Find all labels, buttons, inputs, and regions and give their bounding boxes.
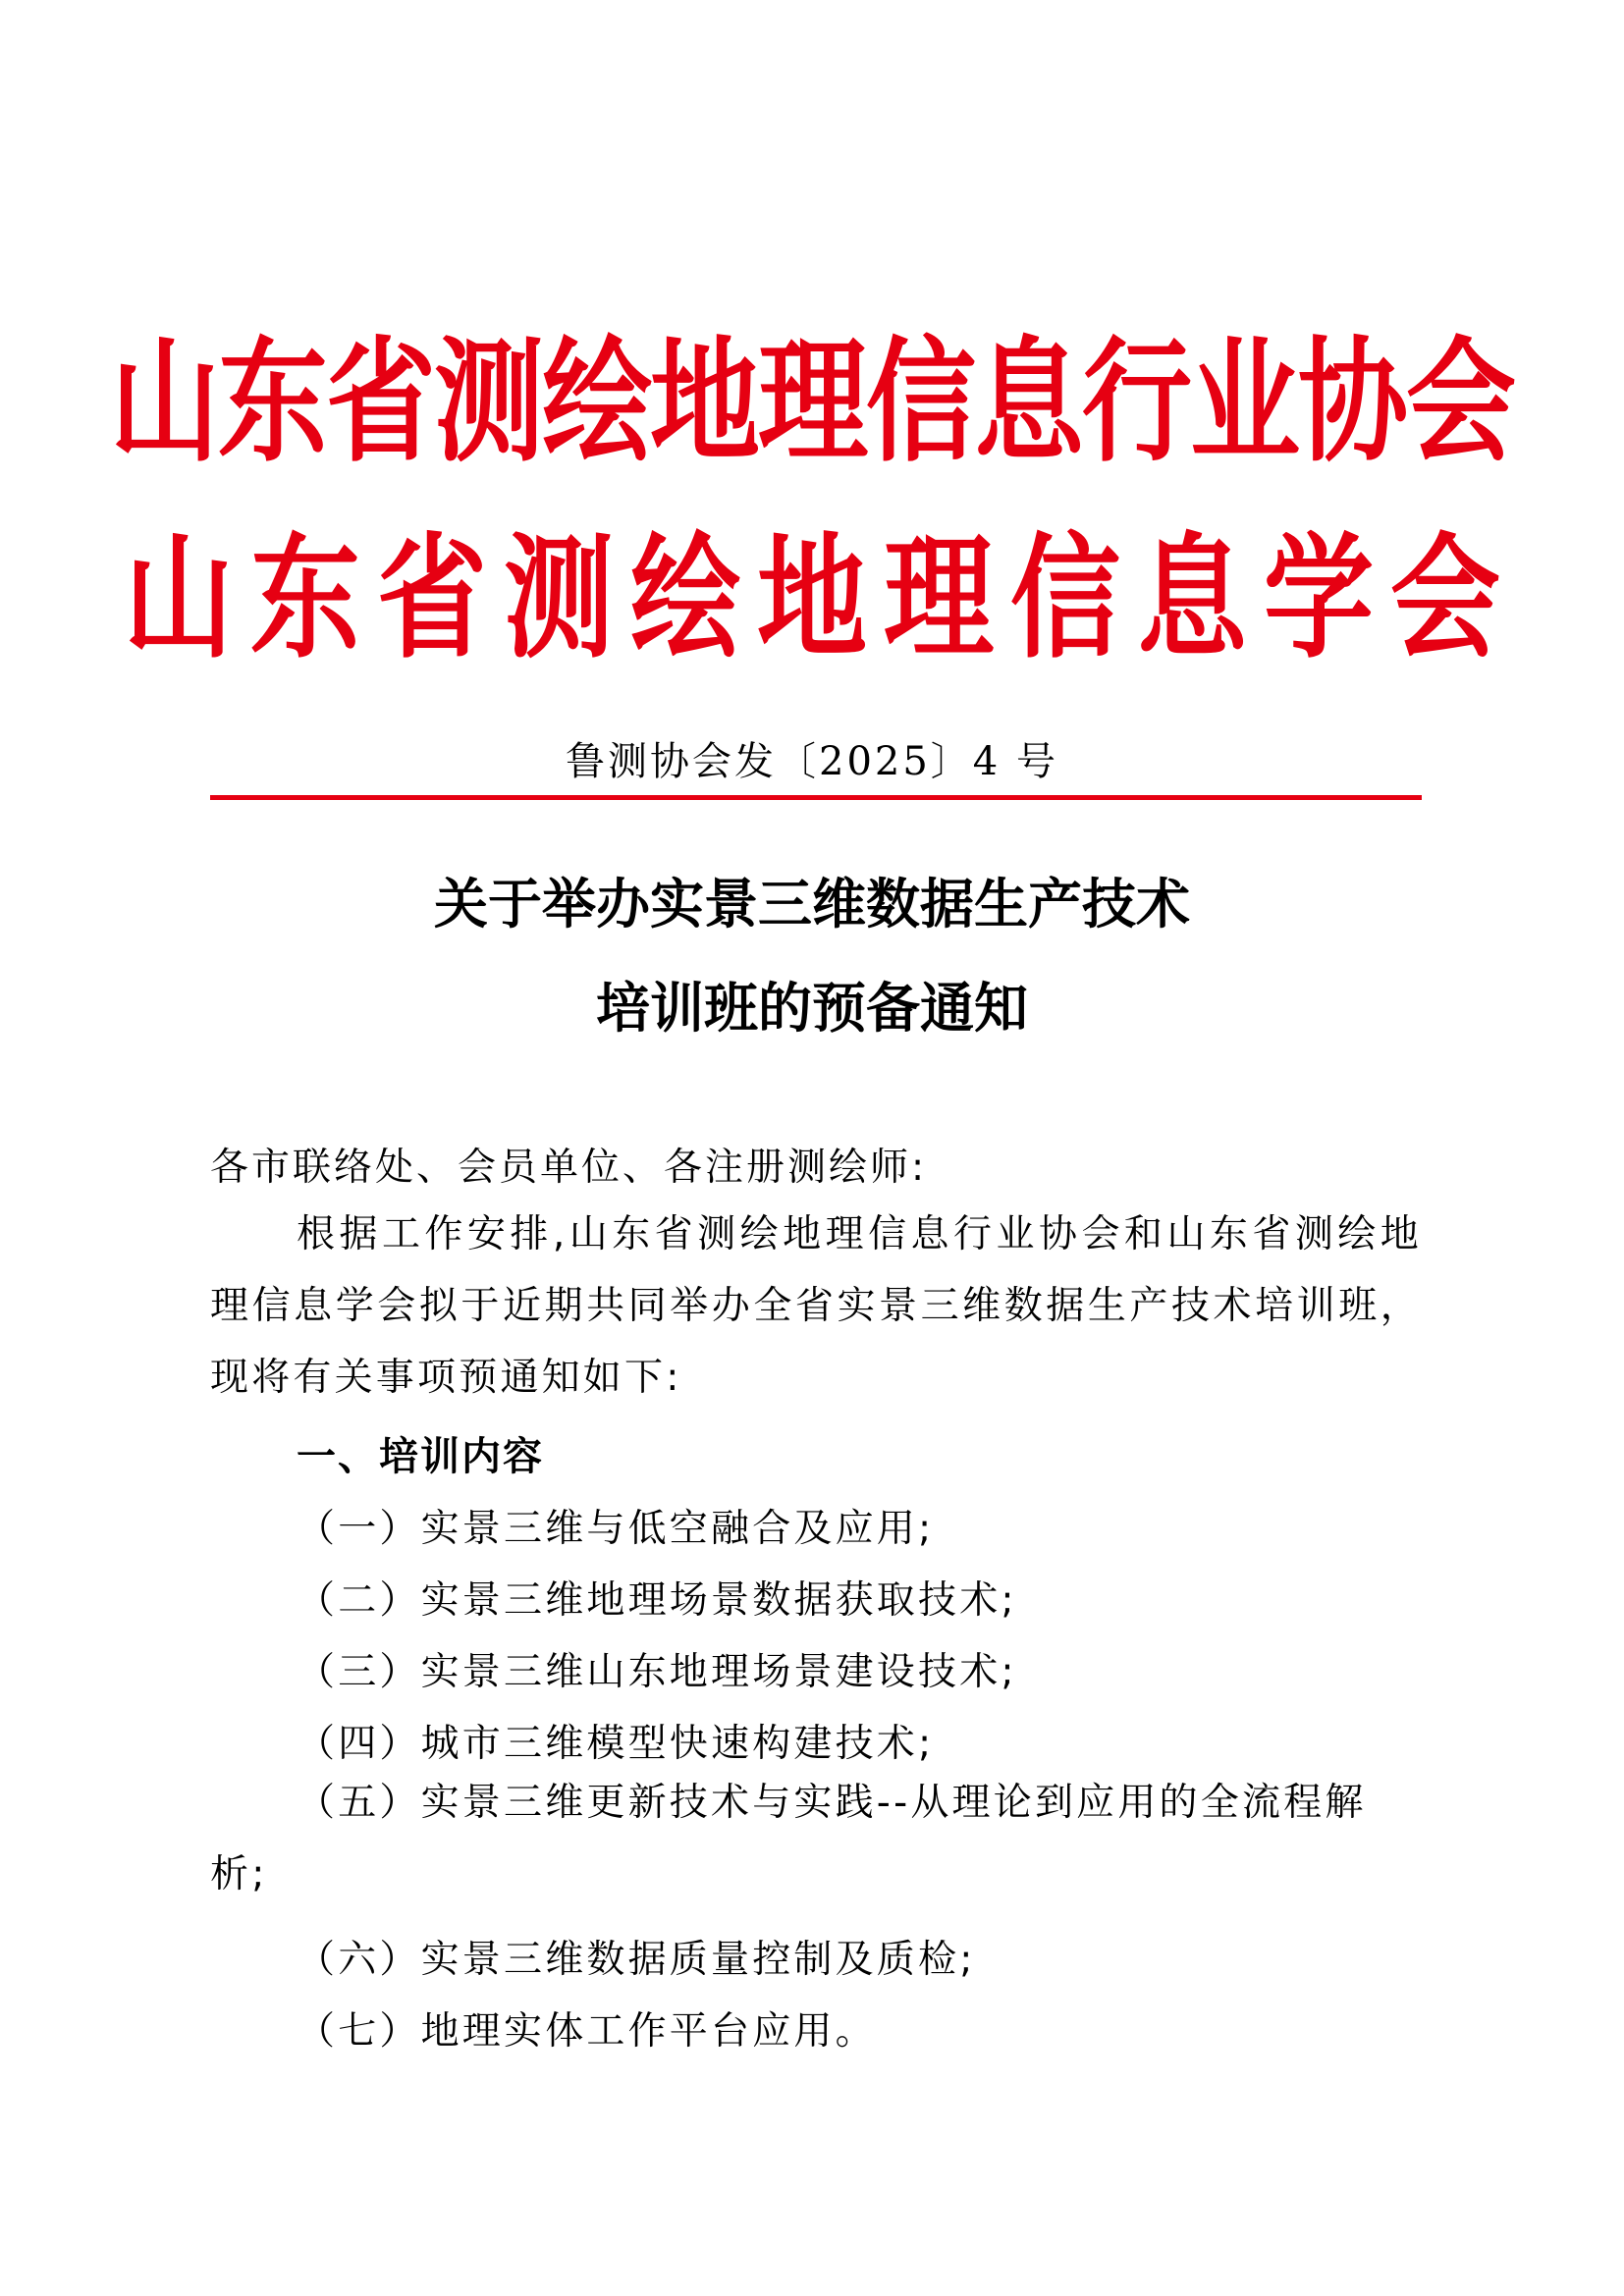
section-heading-training-content: 一、培训内容	[297, 1434, 544, 1479]
red-divider-line	[210, 795, 1422, 800]
content-item: （六）实景三维数据质量控制及质检;	[297, 1938, 976, 1982]
content-item: （一）实景三维与低空融合及应用;	[297, 1507, 935, 1551]
content-item: （七）地理实体工作平台应用。	[297, 2009, 877, 2054]
org-name-association: 山东省测绘地理信息行业协会	[110, 325, 1514, 481]
content-item: （二）实景三维地理场景数据获取技术;	[297, 1578, 1017, 1623]
notice-title-line-2: 培训班的预备通知	[595, 976, 1028, 1040]
notice-title-line-1: 关于举办实景三维数据生产技术	[433, 872, 1190, 935]
intro-paragraph: 根据工作安排,山东省测绘地理信息行业协会和山东省测绘地理信息学会拟于近期共同举办全省实景三维数据生产技术培训班，现将有关事项预通知如下:	[210, 1212, 1422, 1400]
content-item: （五）实景三维更新技术与实践--从理论到应用的全流程解析;	[210, 1781, 1367, 1896]
org-name-society: 山东省测绘地理信息学会	[124, 521, 1517, 677]
content-item: （三）实景三维山东地理场景建设技术;	[297, 1650, 1017, 1694]
content-item: （四）城市三维模型快速构建技术;	[297, 1722, 935, 1766]
document-number: 鲁测协会发〔2025〕4 号	[566, 739, 1058, 784]
salutation: 各市联络处、会员单位、各注册测绘师:	[210, 1146, 928, 1190]
